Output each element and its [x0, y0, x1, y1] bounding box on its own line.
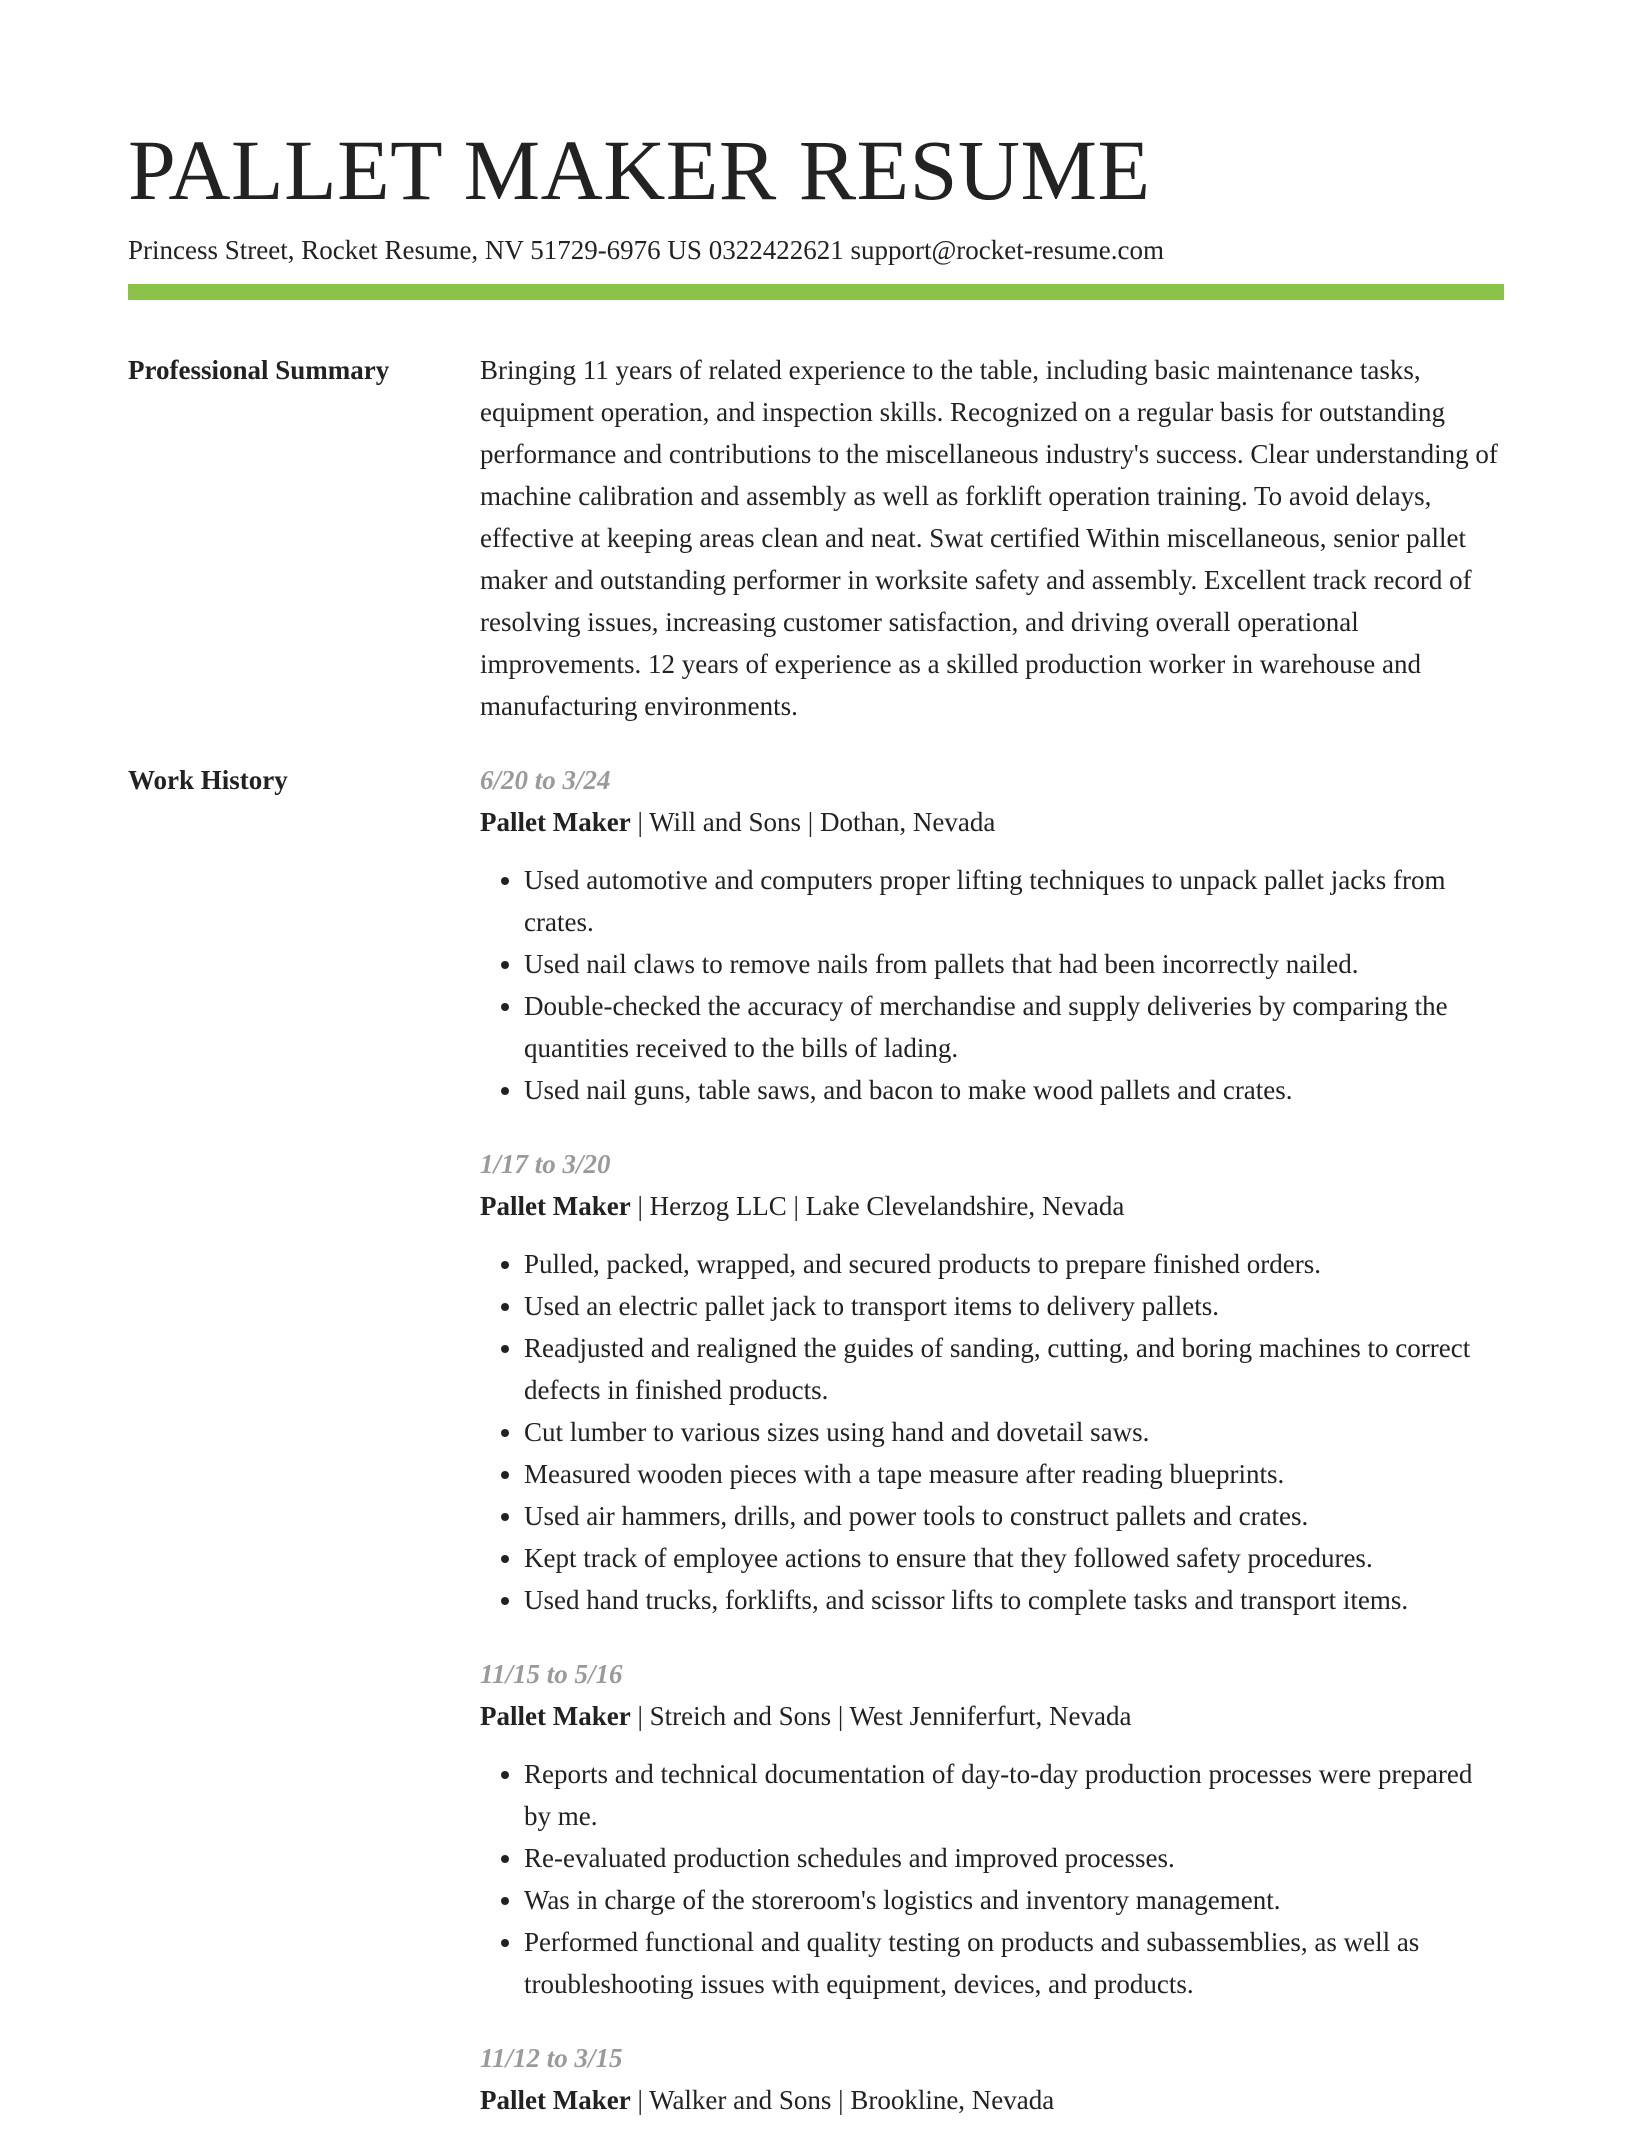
job-dates: 11/12 to 3/15 [480, 2043, 623, 2073]
job-duty-item: • Used nail claws to remove nails from pallets that had been incorrectly nailed. [524, 943, 1504, 985]
summary-text: Bringing 11 years of related experience to the table, including basic maintenance tasks, equipment operation, and inspection skills. Recognized on a regular basis for outstanding performance and contributions to the miscellaneous industry's success. Clear understanding of machine calibration and assembly as well as forklift operation training. To avoid delays, effective at keeping areas clean and neat. Swat certified Within miscellaneous, senior pallet maker and outstanding performer in worksite safety and assembly. Excellent track record of resolving issues, increasing customer satisfaction, and driving overall operational improvements. 12 years of experience as a skilled production worker in warehouse and manufacturing environments. [480, 355, 1498, 721]
job-duties-list [480, 1243, 1504, 1621]
job-duty-item: • Was in charge of the storeroom's logistics and inventory management. [524, 1879, 1504, 1921]
professional-summary-section [128, 349, 1504, 727]
job-entry [480, 2037, 1504, 2121]
job-employer-location: | Herzog LLC | Lake Clevelandshire, Nevada [630, 1191, 1125, 1221]
job-entry [480, 759, 1504, 1111]
job-title: Pallet Maker [480, 1191, 631, 1221]
job-duty-item: • Double-checked the accuracy of merchandise and supply deliveries by comparing the quantities received to the bills of lading. [524, 985, 1504, 1069]
header-divider [128, 284, 1504, 300]
work-history-section [128, 759, 1504, 2153]
job-dates: 1/17 to 3/20 [480, 1149, 611, 1179]
job-duty-item: • Used nail guns, table saws, and bacon to make wood pallets and crates. [524, 1069, 1504, 1111]
job-entry [480, 1653, 1504, 2005]
job-duty-item: • Kept track of employee actions to ensure that they followed safety procedures. [524, 1537, 1504, 1579]
job-duty-item: • Measured wooden pieces with a tape measure after reading blueprints. [524, 1453, 1504, 1495]
resume-title: PALLET MAKER RESUME [128, 122, 1151, 218]
job-duty-item: • Performed functional and quality testing on products and subassemblies, as well as troubleshooting issues with equipment, devices, and products. [524, 1921, 1504, 2005]
job-title: Pallet Maker [480, 1701, 631, 1731]
job-employer-location: | Walker and Sons | Brookline, Nevada [630, 2085, 1055, 2115]
job-dates: 11/15 to 5/16 [480, 1659, 623, 1689]
job-title: Pallet Maker [480, 807, 631, 837]
work-history-body [480, 759, 1504, 2153]
job-duty-item: • Pulled, packed, wrapped, and secured products to prepare finished orders. [524, 1243, 1504, 1285]
summary-body [480, 349, 1504, 727]
job-dates: 6/20 to 3/24 [480, 765, 611, 795]
job-employer-location: | Will and Sons | Dothan, Nevada [630, 807, 996, 837]
section-label-summary: Professional Summary [128, 355, 390, 385]
job-employer-location: | Streich and Sons | West Jenniferfurt, Nevada [630, 1701, 1132, 1731]
job-duty-item: • Used an electric pallet jack to transport items to delivery pallets. [524, 1285, 1504, 1327]
job-heading [480, 801, 1504, 843]
job-heading [480, 2079, 1504, 2121]
job-duty-item: • Cut lumber to various sizes using hand and dovetail saws. [524, 1411, 1504, 1453]
job-duties-list [480, 859, 1504, 1111]
section-label-work-history: Work History [128, 765, 288, 795]
contact-line: Princess Street, Rocket Resume, NV 51729-6976 US 0322422621 support@rocket-resume.com [128, 235, 1164, 265]
resume-page [128, 0, 1504, 2153]
job-heading [480, 1695, 1504, 1737]
job-duty-item: • Reports and technical documentation of day-to-day production processes were prepared by me. [524, 1753, 1504, 1837]
job-duty-item: • Re-evaluated production schedules and improved processes. [524, 1837, 1504, 1879]
job-heading [480, 1185, 1504, 1227]
job-title: Pallet Maker [480, 2085, 631, 2115]
job-duty-item: • Used hand trucks, forklifts, and scissor lifts to complete tasks and transport items. [524, 1579, 1504, 1621]
job-entry [480, 1143, 1504, 1621]
job-duty-item: • Used automotive and computers proper lifting techniques to unpack pallet jacks from crates. [524, 859, 1504, 943]
job-duty-item: • Used air hammers, drills, and power tools to construct pallets and crates. [524, 1495, 1504, 1537]
job-duty-item: • Readjusted and realigned the guides of sanding, cutting, and boring machines to correct defects in finished products. [524, 1327, 1504, 1411]
job-duties-list [480, 1753, 1504, 2005]
